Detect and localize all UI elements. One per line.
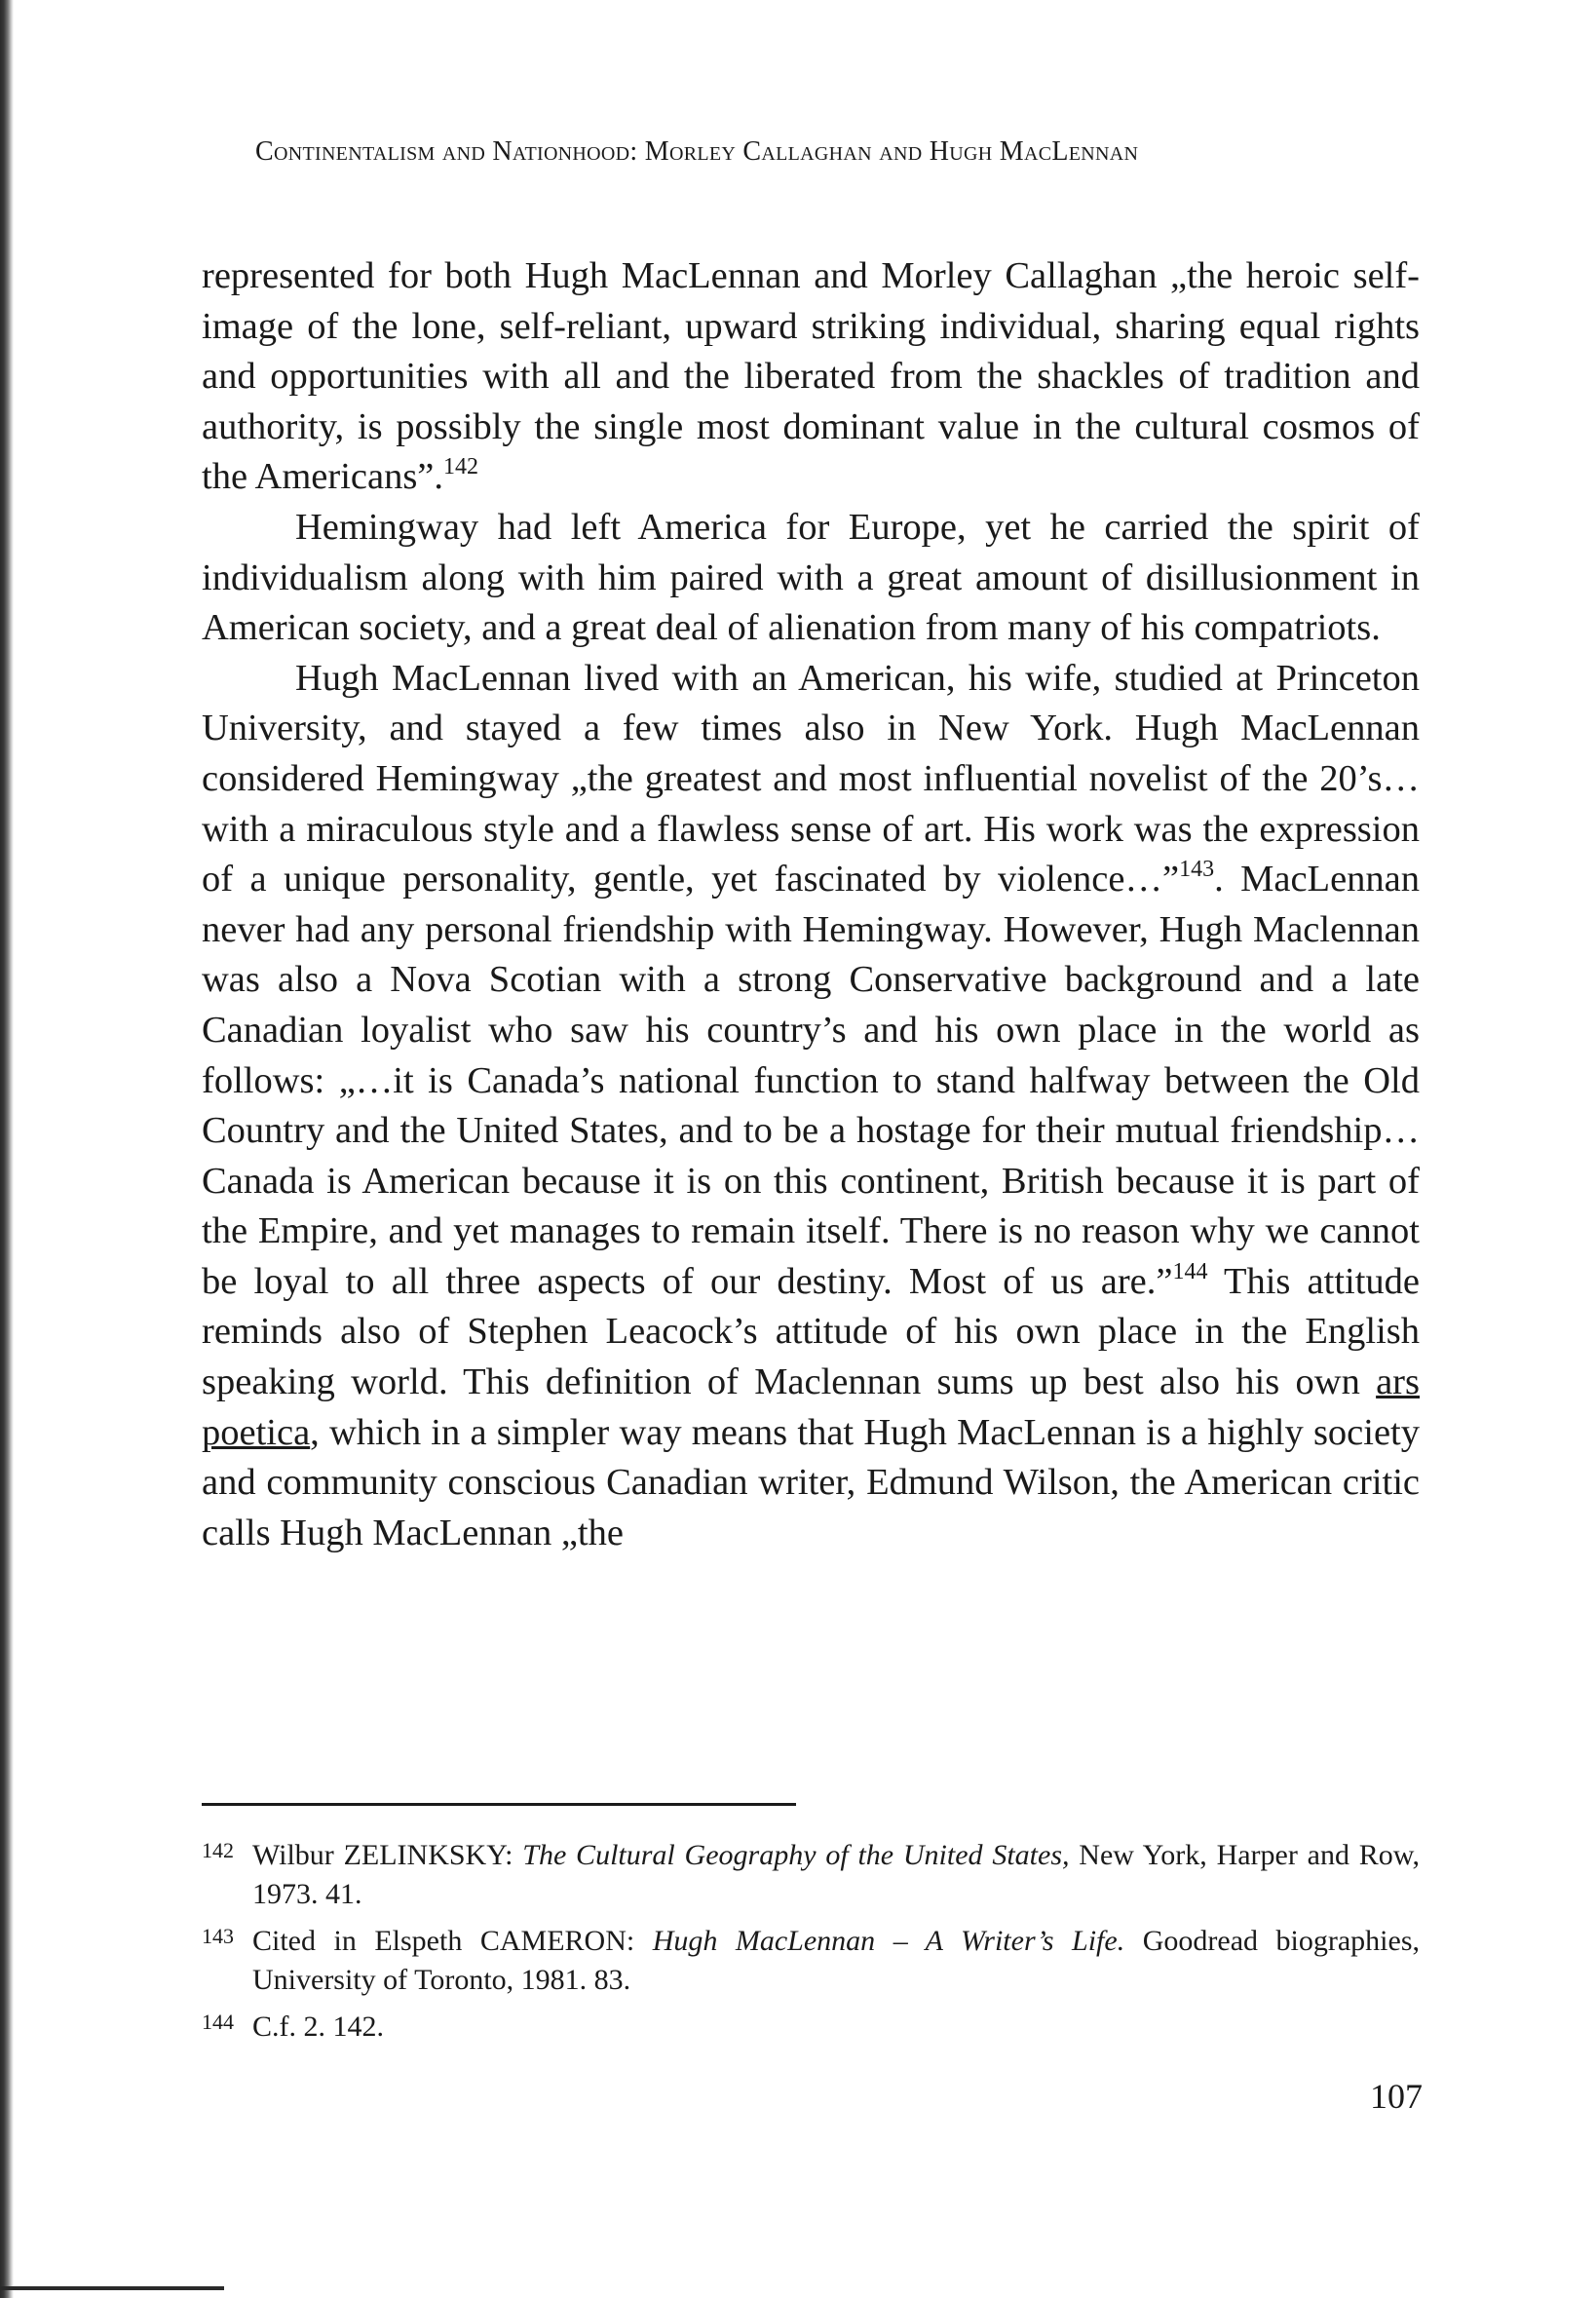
ars-poetica-term: ars poetica [202, 1361, 1420, 1453]
footnotes [202, 1836, 1420, 2054]
paragraph-3-text-c: This attitude reminds also of Stephen Leacock’s attitude of his own place in the English speaking world. This definition of Maclennan sums up best also his own [202, 1260, 1420, 1403]
footnote-title: Hugh MacLennan – A Writer’s Life. [652, 1925, 1125, 1957]
paragraph-3-text-a: Hugh MacLennan lived with an American, his wife, studied at Princeton University, and stayed a few times also in New York. Hugh MacLennan considered Hemingway „the greatest and most influential novelist of the 20’s… with a miraculous style and a flawless sense of art. His work was the expression of a unique personality, gentle, yet fascinated by violence…” [202, 657, 1420, 900]
scan-binding-edge [0, 0, 14, 2298]
body-text [202, 251, 1420, 1558]
paragraph-3-text-d: , which in a simpler way means that Hugh MacLennan is a highly society and community conscious Canadian writer, Edmund Wilson, the American critic calls Hugh MacLennan „the [202, 1411, 1420, 1553]
footnote-144 [202, 2008, 1420, 2047]
footnote-143 [202, 1922, 1420, 2000]
footnote-publication: New York, Harper and Row, 1973. 41. [252, 1839, 1420, 1910]
note-ref-143[interactable]: 143 [1179, 857, 1215, 883]
footnote-author: Cited in Elspeth CAMERON: [252, 1925, 653, 1957]
footnote-142 [202, 1836, 1420, 1914]
footnote-number: 144 [202, 2010, 234, 2034]
paragraph-2-text: Hemingway had left America for Europe, yet he carried the spirit of individualism along with him paired with a great amount of disillusionment in American society, and a great deal of alienation from many of his compatriots. [202, 506, 1420, 649]
footnote-author: Wilbur ZELINKSKY: [252, 1839, 523, 1871]
page-number: 107 [1370, 2077, 1423, 2116]
footnote-number: 142 [202, 1838, 234, 1862]
paragraph-3-text-b: . MacLennan never had any personal friendship with Hemingway. However, Hugh Maclennan was also a Nova Scotian with a strong Conservative background and a late Canadian loyalist who saw his country’s and his own place in the world as follows: „…it is Canada’s national function to stand halfway between the Old Country and the United States, and to be a hostage for their mutual friendship… Canada is American because it is on this continent, British because it is part of the Empire, and yet manages to remain itself. There is no reason why we cannot be loyal to all three aspects of our destiny. Most of us are.” [202, 859, 1420, 1302]
paragraph-2 [202, 503, 1420, 654]
paragraph-3 [202, 654, 1420, 1559]
note-ref-144[interactable]: 144 [1172, 1258, 1208, 1284]
running-head: Continentalism and Nationhood: Morley Callaghan and Hugh MacLennan [255, 136, 1139, 167]
footnote-publication: Goodread biographies, University of Toronto, 1981. 83. [252, 1925, 1420, 1996]
footnote-separator [202, 1803, 796, 1806]
scan-bottom-edge [0, 2286, 224, 2290]
paragraph-1 [202, 251, 1420, 503]
footnote-reference: C.f. 2. 142. [252, 2011, 384, 2043]
footnote-title: The Cultural Geography of the United States, [522, 1839, 1070, 1871]
footnote-number: 143 [202, 1924, 234, 1948]
paragraph-1-text: represented for both Hugh MacLennan and Morley Callaghan „the heroic self-image of the lone, self-reliant, upward striking individual, sharing equal rights and opportunities with all and the liberated from the shackles of tradition and authority, is possibly the single most dominant value in the cultural cosmos of the Americans”. [202, 255, 1420, 498]
note-ref-142[interactable]: 142 [443, 454, 479, 480]
